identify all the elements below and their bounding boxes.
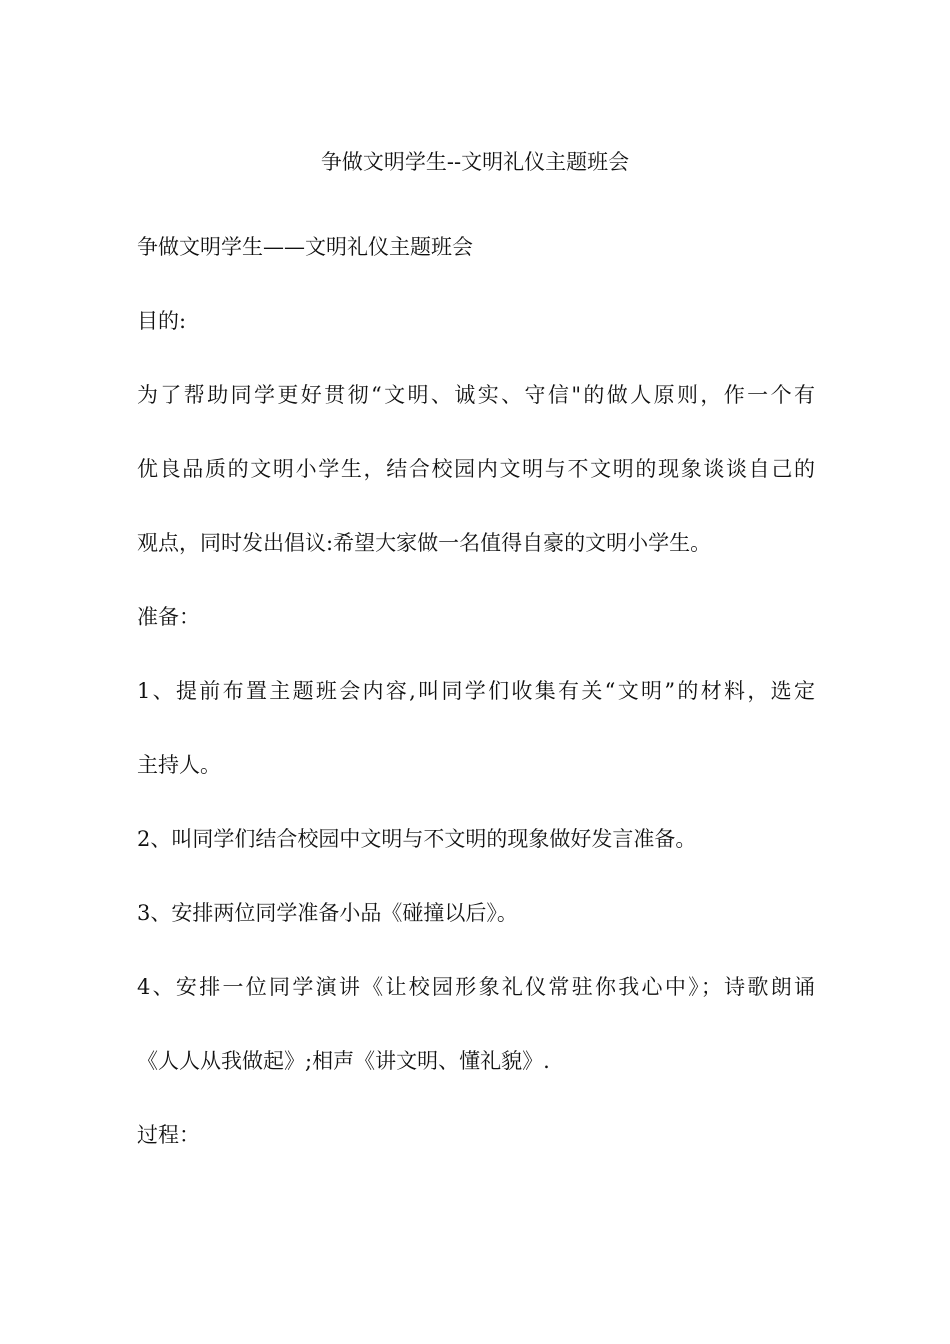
list-item-line: 3、安排两位同学准备小品《碰撞以后》。 (137, 901, 518, 925)
paragraph-line: 为了帮助同学更好贯彻“文明、诚实、守信"的做人原则，作一个有 (137, 383, 815, 407)
document-body (137, 210, 815, 1172)
list-item-line: 《人人从我做起》;相声《讲文明、懂礼貌》. (137, 1049, 550, 1073)
section-heading-preparation: 准备： (137, 605, 200, 629)
list-item-line: 1、提前布置主题班会内容,叫同学们收集有关“文明”的材料，选定 (137, 679, 815, 703)
section-heading-purpose: 目的: (137, 309, 187, 333)
section-heading-process: 过程： (137, 1123, 200, 1147)
document-title: 争做文明学生--文明礼仪主题班会 (320, 150, 630, 174)
list-item-line: 主持人。 (137, 753, 221, 777)
subtitle-line: 争做文明学生——文明礼仪主题班会 (137, 235, 473, 259)
list-item-line: 4、安排一位同学演讲《让校园形象礼仪常驻你我心中》；诗歌朗诵 (137, 975, 815, 999)
paragraph-line: 优良品质的文明小学生，结合校园内文明与不文明的现象谈谈自己的 (137, 457, 815, 481)
list-item-line: 2、叫同学们结合校园中文明与不文明的现象做好发言准备。 (137, 827, 697, 851)
paragraph-line: 观点，同时发出倡议:希望大家做一名值得自豪的文明小学生。 (137, 531, 712, 555)
